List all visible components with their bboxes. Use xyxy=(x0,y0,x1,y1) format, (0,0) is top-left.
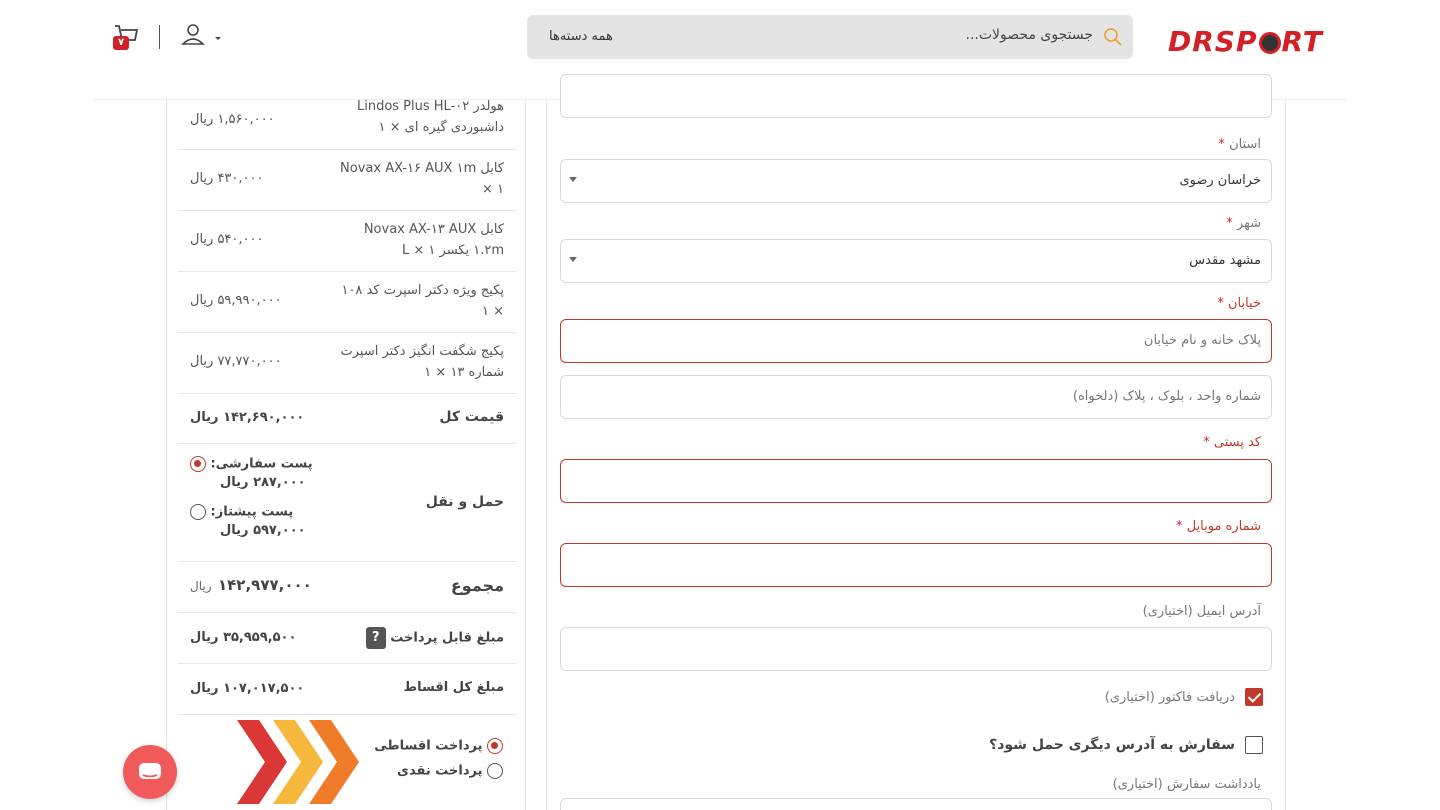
summary-item xyxy=(178,333,516,394)
installments-label: مبلغ کل اقساط xyxy=(403,680,504,695)
chevron-down-icon xyxy=(569,257,577,262)
postal-label: کد پستی xyxy=(1213,435,1261,450)
previous-field-input[interactable] xyxy=(560,74,1272,118)
required-mark: * xyxy=(1203,435,1210,450)
chat-button[interactable] xyxy=(123,745,177,799)
installments-row xyxy=(178,664,516,715)
payment-method-cash[interactable] xyxy=(397,763,503,779)
shipping-option-price: ۲۸۷,۰۰۰ ریال xyxy=(220,475,306,490)
city-select[interactable] xyxy=(560,239,1272,283)
total-row xyxy=(178,394,516,444)
unit-placeholder: شماره واحد ، بلوک ، پلاک (دلخواه) xyxy=(1072,389,1261,404)
installments-value: ۱۰۷,۰۱۷,۵۰۰ ریال xyxy=(190,681,305,696)
item-qty: × ۱ xyxy=(378,120,401,135)
ball-icon xyxy=(1259,32,1281,54)
city-value: مشهد مقدس xyxy=(1189,253,1261,268)
item-name: پکیج شگفت انگیز دکتر اسپرت شماره ۱۳ xyxy=(340,344,504,380)
help-icon[interactable]: ? xyxy=(366,627,386,649)
shipping-option-express[interactable] xyxy=(190,456,340,490)
shipping-row xyxy=(178,444,516,562)
summary-item xyxy=(178,272,516,333)
item-qty: × ۱ xyxy=(481,304,504,319)
payment-method-installment[interactable] xyxy=(374,738,503,754)
radio-icon[interactable] xyxy=(487,763,503,779)
invoice-checkbox[interactable] xyxy=(1245,688,1263,706)
summary-item xyxy=(178,150,516,211)
shipping-option-pishtaz[interactable] xyxy=(190,504,340,538)
item-name: پکیج ویژه دکتر اسپرت کد ۱۰۸ xyxy=(341,283,504,298)
item-qty: × ۱ xyxy=(424,365,447,380)
account-menu[interactable] xyxy=(180,22,226,50)
search-input[interactable]: جستجوی محصولات... xyxy=(965,27,1093,43)
search-icon[interactable] xyxy=(1103,27,1123,47)
search-bar[interactable] xyxy=(527,15,1133,59)
ship-other-address-label: سفارش به آدرس دیگری حمل شود؟ xyxy=(989,737,1235,753)
shipping-option-price: ۵۹۷,۰۰۰ ریال xyxy=(220,523,306,538)
payable-row xyxy=(178,613,516,664)
chat-icon xyxy=(123,745,177,799)
cart-count-badge: ۷ xyxy=(113,36,129,50)
unit-input[interactable] xyxy=(560,375,1272,419)
item-price: ۵۹,۹۹۰,۰۰۰ ریال xyxy=(190,293,282,308)
order-note-textarea[interactable] xyxy=(560,798,1272,810)
postal-code-input[interactable] xyxy=(560,459,1272,503)
required-mark: * xyxy=(1226,216,1233,231)
order-note-label: یادداشت سفارش (اختیاری) xyxy=(1112,777,1261,792)
sum-label: مجموع xyxy=(450,576,504,595)
header-divider xyxy=(159,25,160,49)
order-summary xyxy=(166,100,526,810)
radio-icon[interactable] xyxy=(190,504,206,520)
item-name: کابل Novax AX-۱۳ AUX ۱.۲m یکسر L xyxy=(363,222,504,258)
search-category-select[interactable]: همه دسته‌ها xyxy=(549,29,613,44)
province-select[interactable] xyxy=(560,159,1272,203)
email-input[interactable] xyxy=(560,627,1272,671)
total-value: ۱۴۲,۶۹۰,۰۰۰ ریال xyxy=(190,410,305,425)
site-logo[interactable]: DRSP RT xyxy=(1168,25,1323,58)
shipping-label: حمل و نقل xyxy=(425,494,504,510)
payment-method-label: پرداخت نقدی xyxy=(397,763,483,779)
mobile-input[interactable] xyxy=(560,543,1272,587)
item-price: ۴۳۰,۰۰۰ ریال xyxy=(190,171,264,186)
email-label: آدرس ایمیل (اختیاری) xyxy=(1142,604,1261,619)
radio-selected-icon[interactable] xyxy=(190,456,206,472)
shipping-option-label: پست پیشتاز: xyxy=(210,504,294,520)
required-mark: * xyxy=(1217,296,1224,311)
chevron-down-icon xyxy=(569,177,577,182)
summary-item xyxy=(178,100,516,150)
province-label: استان xyxy=(1229,137,1261,152)
required-mark: * xyxy=(1218,137,1225,152)
item-name: هولدر Lindos Plus HL-۰۲ داشبوردی گیره ای xyxy=(356,99,504,135)
item-qty: × ۱ xyxy=(413,243,436,258)
sum-row xyxy=(178,562,516,613)
payable-value: ۳۵,۹۵۹,۵۰۰ ریال xyxy=(190,630,297,645)
site-header xyxy=(0,0,1440,78)
street-placeholder: پلاک خانه و نام خیابان xyxy=(1143,333,1261,348)
payable-label: مبلغ قابل پرداخت xyxy=(390,630,504,646)
item-price: ۵۴۰,۰۰۰ ریال xyxy=(190,232,264,247)
sum-value: ۱۴۲,۹۷۷,۰۰۰ xyxy=(218,576,312,594)
user-icon[interactable] xyxy=(180,22,226,50)
mobile-label: شماره موبایل xyxy=(1186,519,1261,534)
shipping-option-label: پست سفارشی: xyxy=(210,456,313,472)
promo-arrows-icon xyxy=(237,720,362,805)
ship-other-address-checkbox[interactable] xyxy=(1245,736,1263,754)
required-mark: * xyxy=(1176,519,1183,534)
radio-selected-icon[interactable] xyxy=(487,738,503,754)
street-label: خیابان xyxy=(1227,296,1261,311)
item-qty: × ۱ xyxy=(481,182,504,197)
province-value: خراسان رضوی xyxy=(1179,173,1261,188)
billing-form xyxy=(546,100,1286,810)
item-price: ۱,۵۶۰,۰۰۰ ریال xyxy=(190,112,275,127)
summary-item xyxy=(178,211,516,272)
street-input[interactable] xyxy=(560,319,1272,363)
sum-unit: ریال xyxy=(190,579,212,593)
item-price: ۷۷,۷۷۰,۰۰۰ ریال xyxy=(190,354,282,369)
invoice-label: دریافت فاکتور (اختیاری) xyxy=(1104,690,1235,705)
item-name: کابل Novax AX-۱۶ AUX ۱m xyxy=(340,161,504,176)
city-label: شهر xyxy=(1236,216,1261,231)
total-label: قیمت کل xyxy=(439,409,504,425)
payment-method-label: پرداخت اقساطی xyxy=(374,738,483,754)
